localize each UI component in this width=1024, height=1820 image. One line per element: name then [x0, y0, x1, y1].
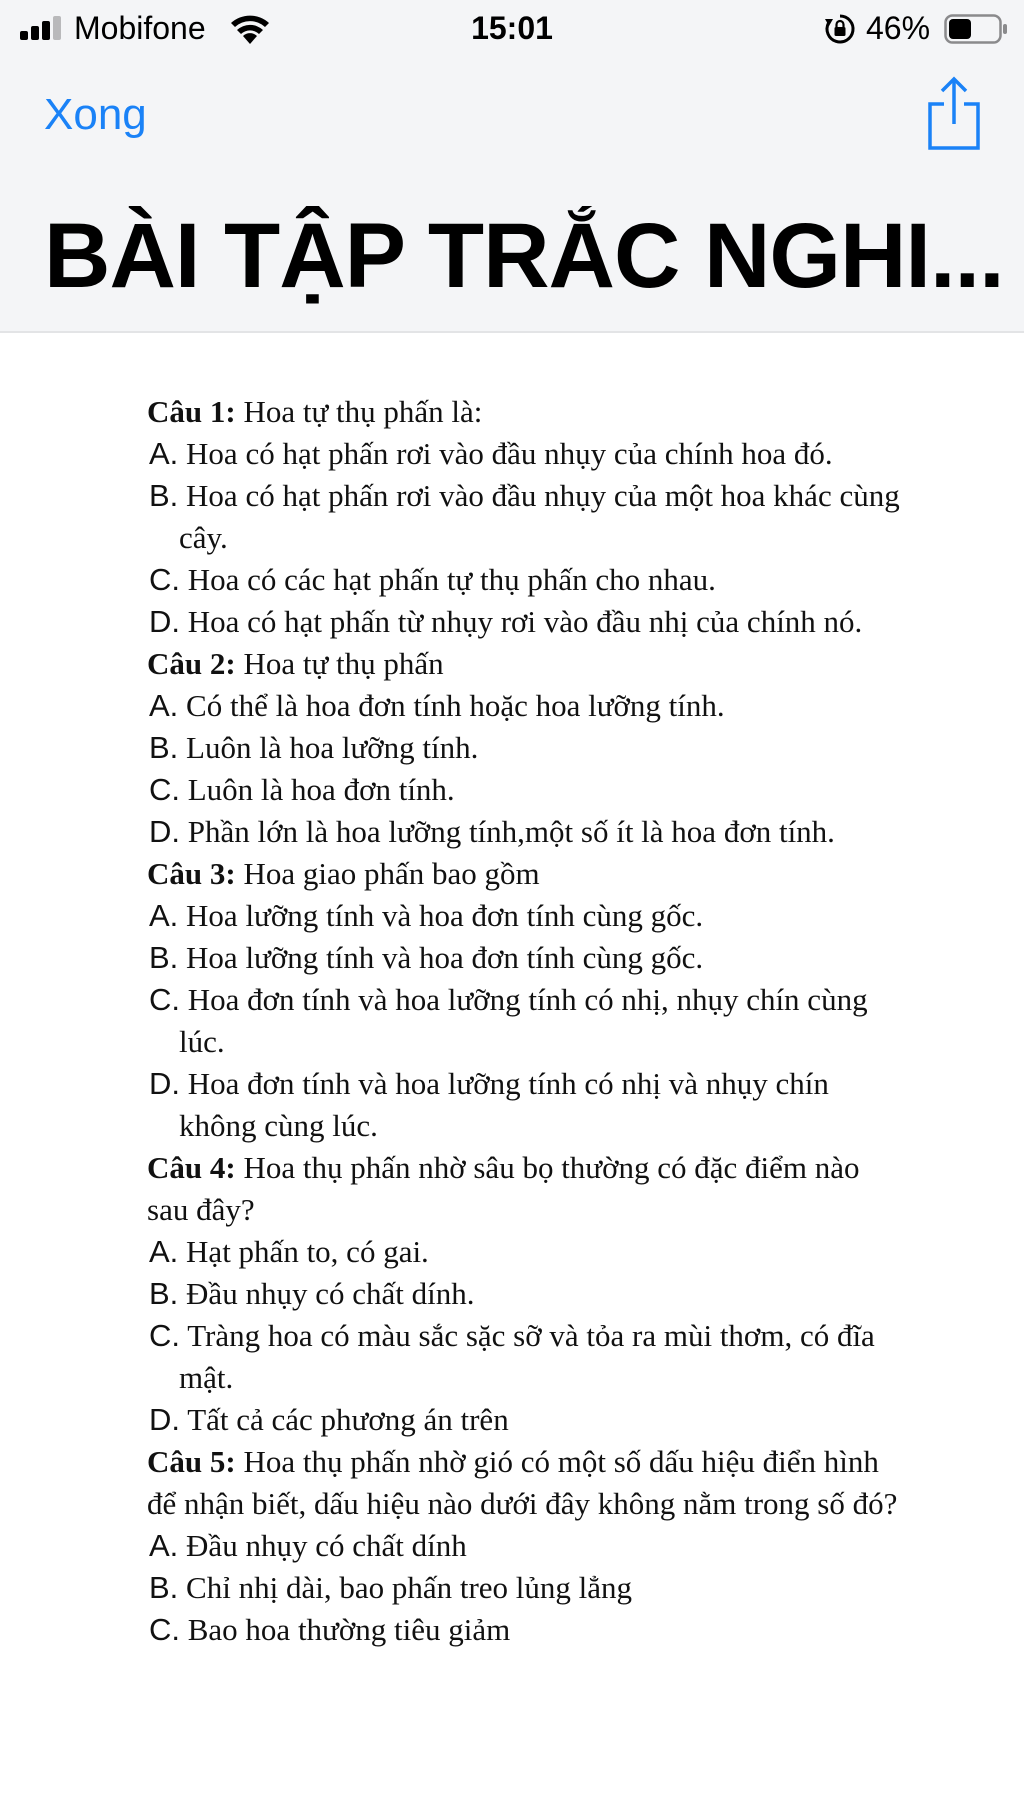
- signal-bar: [42, 21, 50, 40]
- option-letter: B.: [149, 478, 179, 513]
- done-button[interactable]: Xong: [44, 90, 147, 139]
- question-text: Hoa tự thụ phấn là:: [235, 394, 483, 429]
- answer-option: [147, 937, 907, 979]
- battery-percentage: 46%: [866, 10, 931, 46]
- option-text: Hoa đơn tính và hoa lưỡng tính có nhị và nhụy chín không cùng lúc.: [179, 1066, 829, 1143]
- question-stem: [147, 1147, 907, 1231]
- option-text: Tràng hoa có màu sắc sặc sỡ và tỏa ra mùi thơm, có đĩa mật.: [179, 1318, 875, 1395]
- answer-option: [147, 1567, 907, 1609]
- wifi-icon: [228, 10, 272, 46]
- question-number: Câu 3:: [147, 856, 236, 891]
- signal-icon: [20, 16, 64, 40]
- option-text: Bao hoa thường tiêu giảm: [180, 1612, 511, 1647]
- question-block: [147, 643, 907, 853]
- question-block: [147, 391, 907, 643]
- option-text: Hoa có hạt phấn rơi vào đầu nhụy của một hoa khác cùng cây.: [178, 478, 900, 555]
- option-text: Luôn là hoa đơn tính.: [180, 772, 455, 807]
- status-bar: [0, 0, 1024, 58]
- option-letter: D.: [149, 604, 180, 639]
- share-icon[interactable]: [926, 76, 982, 152]
- option-text: Chỉ nhị dài, bao phấn treo lủng lẳng: [178, 1570, 633, 1605]
- answer-option: [147, 1609, 907, 1651]
- answer-option: [147, 895, 907, 937]
- option-letter: D.: [149, 1402, 180, 1437]
- option-text: Hoa lưỡng tính và hoa đơn tính cùng gốc.: [178, 898, 704, 933]
- question-block: [147, 1147, 907, 1441]
- answer-option: [147, 769, 907, 811]
- option-letter: D.: [149, 814, 180, 849]
- answer-option: [147, 979, 907, 1063]
- answer-option: [147, 1273, 907, 1315]
- option-text: Có thể là hoa đơn tính hoặc hoa lưỡng tính.: [178, 688, 725, 723]
- question-stem: [147, 643, 907, 685]
- battery-fill: [949, 19, 971, 39]
- option-letter: B.: [149, 1276, 179, 1311]
- answer-option: [147, 1399, 907, 1441]
- document-page[interactable]: [0, 335, 1024, 1820]
- option-text: Hoa có hạt phấn rơi vào đầu nhụy của chính hoa đó.: [178, 436, 833, 471]
- answer-option: [147, 433, 907, 475]
- option-text: Phần lớn là hoa lưỡng tính,một số ít là hoa đơn tính.: [180, 814, 835, 849]
- option-letter: B.: [149, 730, 179, 765]
- question-number: Câu 2:: [147, 646, 236, 681]
- option-text: Hoa lưỡng tính và hoa đơn tính cùng gốc.: [178, 940, 704, 975]
- question-stem: [147, 391, 907, 433]
- answer-option: [147, 811, 907, 853]
- question-block: [147, 1441, 907, 1651]
- option-text: Đầu nhụy có chất dính.: [178, 1276, 475, 1311]
- option-text: Hoa đơn tính và hoa lưỡng tính có nhị, nhụy chín cùng lúc.: [179, 982, 868, 1059]
- answer-option: [147, 1231, 907, 1273]
- question-text: Hoa tự thụ phấn: [235, 646, 444, 681]
- signal-bar: [53, 16, 61, 40]
- option-text: Hoa có các hạt phấn tự thụ phấn cho nhau.: [180, 562, 716, 597]
- answer-option: [147, 1063, 907, 1147]
- question-text: Hoa thụ phấn nhờ sâu bọ thường có đặc điểm nào sau đây?: [147, 1150, 860, 1227]
- signal-bar: [20, 31, 28, 40]
- question-stem: [147, 853, 907, 895]
- question-text: Hoa giao phấn bao gồm: [235, 856, 540, 891]
- option-letter: B.: [149, 940, 179, 975]
- option-letter: A.: [149, 1528, 179, 1563]
- rotation-lock-icon: [824, 13, 856, 45]
- option-letter: A.: [149, 898, 179, 933]
- option-letter: C.: [149, 772, 180, 807]
- answer-option: [147, 685, 907, 727]
- document-viewer-header: [0, 0, 1024, 333]
- signal-bar: [31, 26, 39, 40]
- question-text: Hoa thụ phấn nhờ gió có một số dấu hiệu điển hình để nhận biết, dấu hiệu nào dưới đây không nằm trong số đó?: [147, 1444, 898, 1521]
- option-letter: A.: [149, 436, 179, 471]
- quiz-content: [147, 391, 907, 1651]
- question-number: Câu 5:: [147, 1444, 236, 1479]
- answer-option: [147, 727, 907, 769]
- option-letter: A.: [149, 688, 179, 723]
- option-letter: D.: [149, 1066, 180, 1101]
- option-text: Đầu nhụy có chất dính: [178, 1528, 467, 1563]
- status-time: 15:01: [471, 10, 553, 46]
- option-text: Luôn là hoa lưỡng tính.: [178, 730, 479, 765]
- answer-option: [147, 601, 907, 643]
- question-block: [147, 853, 907, 1147]
- option-letter: B.: [149, 1570, 179, 1605]
- option-letter: C.: [149, 982, 180, 1017]
- option-text: Hoa có hạt phấn từ nhụy rơi vào đầu nhị của chính nó.: [180, 604, 863, 639]
- option-letter: C.: [149, 1318, 180, 1353]
- question-stem: [147, 1441, 907, 1525]
- option-letter: C.: [149, 562, 180, 597]
- carrier-name: Mobifone: [74, 10, 206, 46]
- answer-option: [147, 1525, 907, 1567]
- answer-option: [147, 1315, 907, 1399]
- document-title: BÀI TẬP TRẮC NGHI...: [44, 206, 1004, 306]
- battery-icon: [944, 14, 1008, 44]
- option-letter: A.: [149, 1234, 179, 1269]
- question-number: Câu 4:: [147, 1150, 236, 1185]
- option-text: Hạt phấn to, có gai.: [178, 1234, 429, 1269]
- option-letter: C.: [149, 1612, 180, 1647]
- answer-option: [147, 475, 907, 559]
- question-number: Câu 1:: [147, 394, 236, 429]
- answer-option: [147, 559, 907, 601]
- option-text: Tất cả các phương án trên: [180, 1402, 509, 1437]
